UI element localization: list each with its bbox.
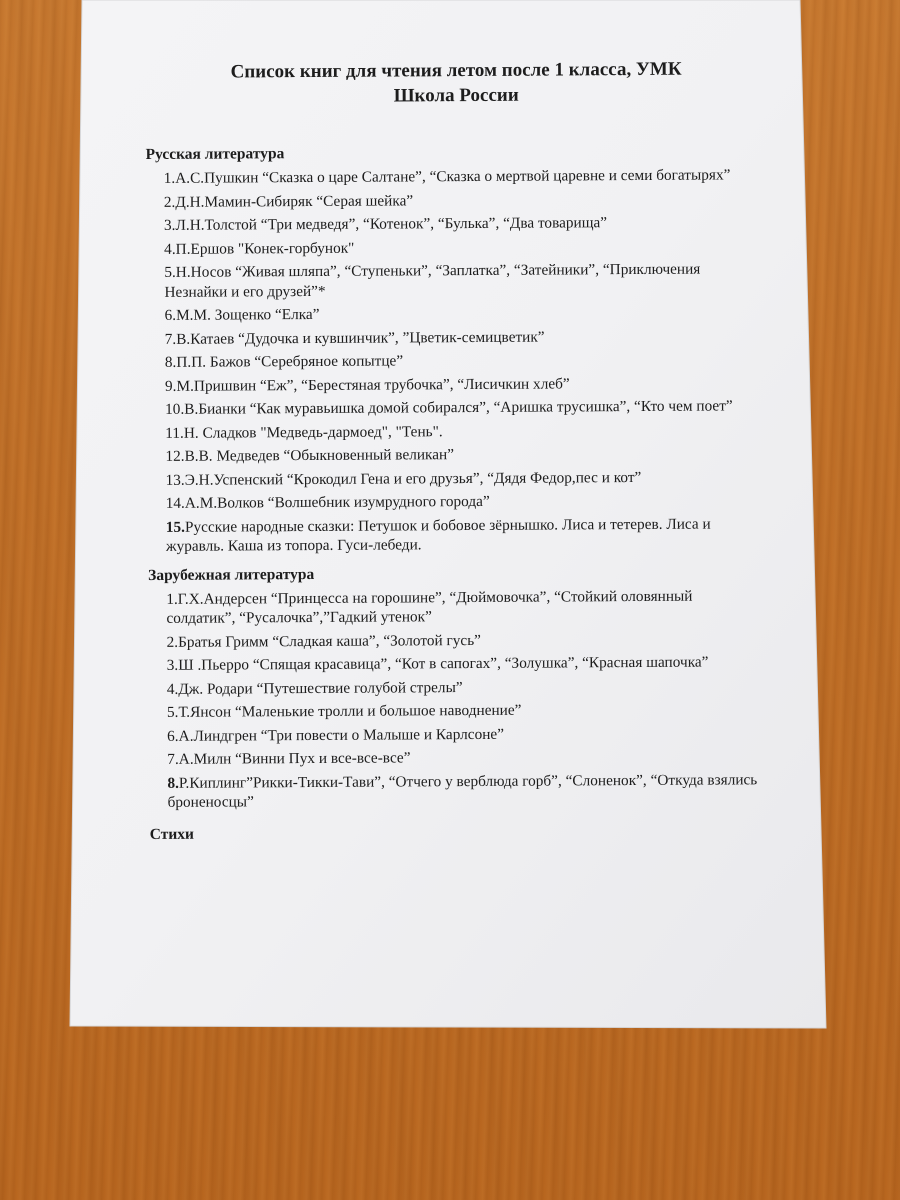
list-russian-literature xyxy=(146,165,758,556)
list-item: 2.Д.Н.Мамин-Сибиряк “Серая шейка” xyxy=(163,191,414,211)
list-item: 7.А.Милн “Винни Пух и все-все-все” xyxy=(167,749,411,768)
list-item: 3.Ш .Пьерро “Спящая красавица”, “Кот в сапогах”, “Золушка”, “Красная шапочка” xyxy=(166,653,709,674)
list-item: 8.П.П. Бажов “Серебряное копытце” xyxy=(164,352,404,371)
document-title xyxy=(145,56,755,110)
list-item: 11.Н. Сладков "Медведь-дармоед", "Тень". xyxy=(165,422,443,442)
list-item: 1.Г.Х.Андерсен “Принцесса на горошине”, “Дюймовочка”, “Стойкий оловянный солдатик”, “Русалочка”,”Гадкий утенок” xyxy=(166,587,693,627)
list-item: 7.В.Катаев “Дудочка и кувшинчик”, ”Цветик-семицветик” xyxy=(164,328,545,348)
title-line-1: Список книг для чтения летом после 1 класса, УМК xyxy=(230,58,682,83)
title-line-2: Школа России xyxy=(393,84,519,107)
list-item: 6.М.М. Зощенко “Елка” xyxy=(164,305,320,324)
list-foreign-literature xyxy=(148,586,759,813)
document-content xyxy=(145,56,760,844)
list-item: 15.Русские народные сказки: Петушок и бобовое зёрнышко. Лиса и тетерев. Лиса и журавль. Каша из топора. Гуси-лебеди. xyxy=(165,515,711,555)
list-item: 8.Р.Киплинг”Рикки-Тикки-Тави”, “Отчего у верблюда горб”, “Слоненок”, “Откуда взялись броненосцы” xyxy=(167,770,758,811)
list-item: 10.В.Бианки “Как муравьишка домой собирался”, “Аришка трусишка”, “Кто чем поет” xyxy=(165,397,733,418)
list-item: 4.Дж. Родари “Путешествие голубой стрелы” xyxy=(166,678,463,698)
section-heading-russian: Русская литература xyxy=(145,145,285,163)
list-item: 13.Э.Н.Успенский “Крокодил Гена и его друзья”, “Дядя Федор,пес и кот” xyxy=(165,468,642,489)
list-item: 5.Т.Янсон “Маленькие тролли и большое наводнение” xyxy=(166,701,522,721)
list-item: 4.П.Ершов "Конек-горбунок" xyxy=(164,239,355,258)
section-heading-poems: Стихи xyxy=(149,825,194,843)
list-item: 5.Н.Носов “Живая шляпа”, “Ступеньки”, “Заплатка”, “Затейники”, “Приключения Незнайки и его друзей”* xyxy=(164,260,701,301)
list-item: 1.А.С.Пушкин “Сказка о царе Салтане”, “Сказка о мертвой царевне и семи богатырях” xyxy=(163,166,731,187)
list-item: 12.В.В. Медведев “Обыкновенный великан” xyxy=(165,446,455,465)
section-heading-foreign: Зарубежная литература xyxy=(148,565,315,584)
list-item: 2.Братья Гримм “Сладкая каша”, “Золотой гусь” xyxy=(166,631,481,651)
list-item: 3.Л.Н.Толстой “Три медведя”, “Котенок”, “Булька”, “Два товарища” xyxy=(163,214,608,234)
list-item: 14.А.М.Волков “Волшебник изумрудного города” xyxy=(165,492,490,512)
list-item: 6.А.Линдгрен “Три повести о Малыше и Карлсоне” xyxy=(167,725,505,745)
list-item: 9.М.Пришвин “Еж”, “Берестяная трубочка”, “Лисичкин хлеб” xyxy=(164,374,570,395)
